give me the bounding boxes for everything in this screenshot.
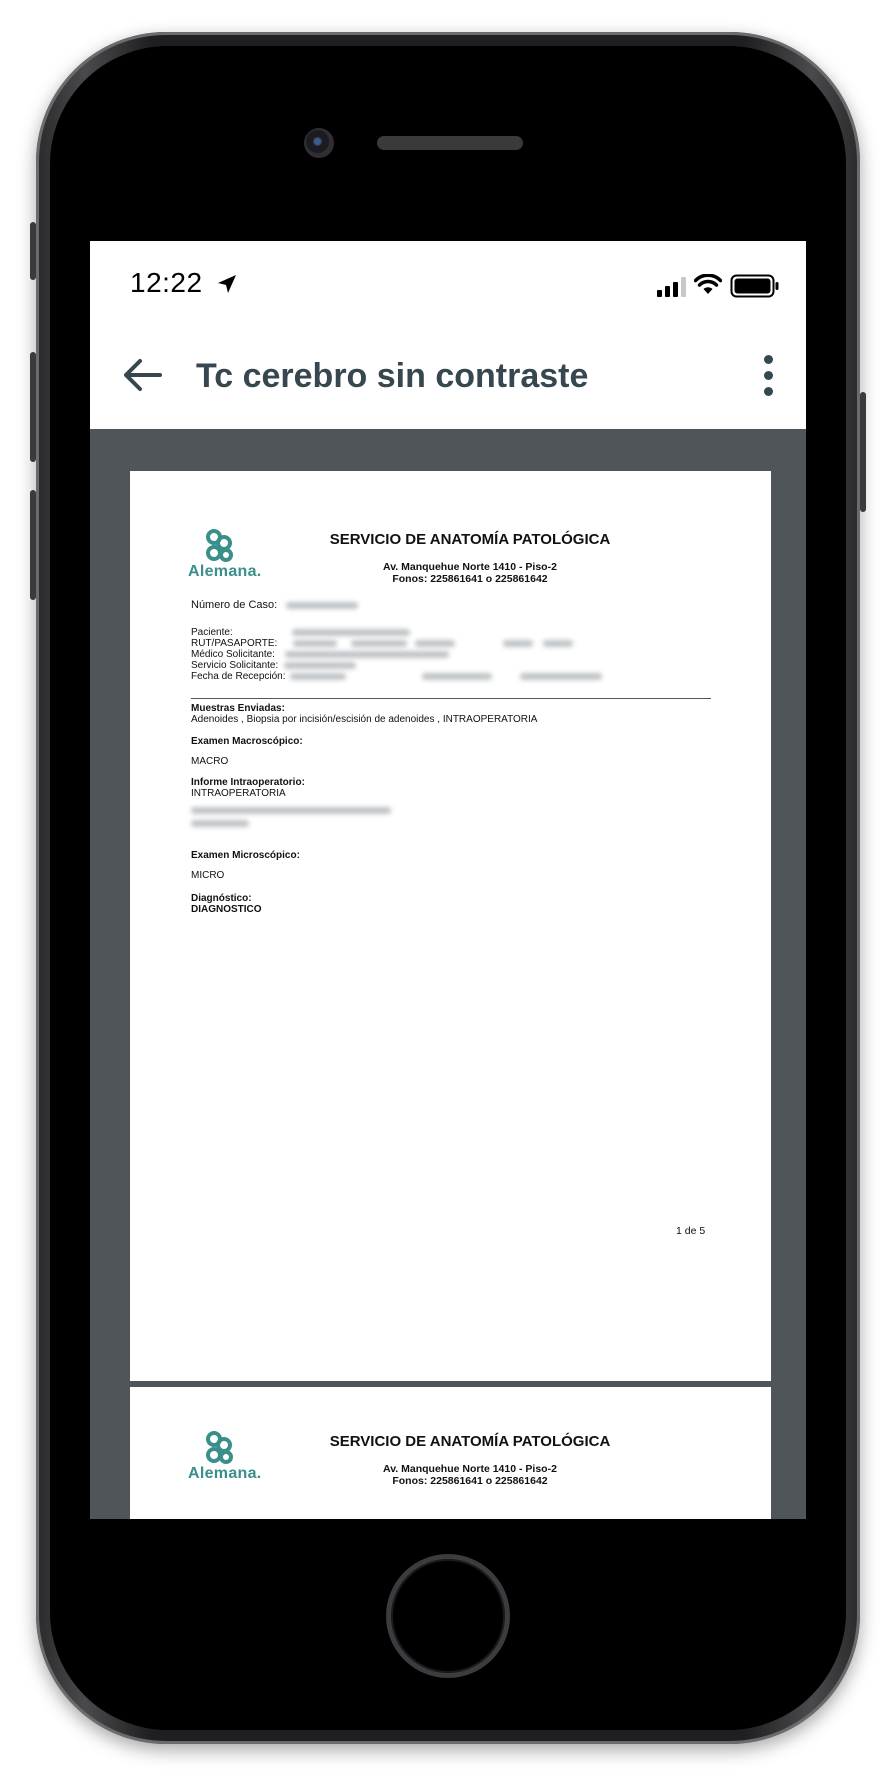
intraop-text: INTRAOPERATORIA [191,788,286,799]
pdf-viewer[interactable] [90,429,806,1519]
mute-switch [30,222,36,280]
logo-text: Alemana. [188,1465,262,1482]
macro-text: MACRO [191,756,229,767]
diagnosis-heading: Diagnóstico: [191,893,252,904]
logo-knot-mark [202,1429,238,1465]
diagnosis-section [191,893,262,915]
samples-heading: Muestras Enviadas: [191,703,285,714]
wifi-icon [694,274,722,296]
field-doctor: Médico Solicitante: [191,649,602,660]
diagnosis-text: DIAGNOSTICO [191,904,262,915]
field-service: Servicio Solicitante: [191,660,602,671]
power-button [860,392,866,512]
home-button[interactable] [386,1554,510,1678]
volume-down-button [30,490,36,600]
macro-heading: Examen Macroscópico: [191,736,303,747]
status-bar [90,241,806,321]
phones-line: Fonos: 225861641 o 225861642 [392,573,548,585]
more-options-button[interactable] [748,349,788,401]
phones-line: Fonos: 225861641 o 225861642 [392,1475,548,1487]
micro-heading: Examen Microscópico: [191,850,300,861]
battery-icon [730,274,780,298]
address-line: Av. Manquehue Norte 1410 - Piso-2 [383,561,557,573]
field-rut: RUT/PASAPORTE: [191,638,602,649]
field-reception-date: Fecha de Recepción: [191,671,602,682]
screen [90,241,806,1519]
volume-up-button [30,352,36,462]
page-indicator: 1 de 5 [676,1225,706,1237]
document-header-title: SERVICIO DE ANATOMÍA PATOLÓGICA [329,531,611,548]
samples-text: Adenoides , Biopsia por incisión/escisión de adenoides , INTRAOPERATORIA [191,714,538,725]
field-patient: Paciente: [191,627,602,638]
page-title: Tc cerebro sin contraste [196,357,589,395]
pdf-page-1 [130,471,771,1381]
signal-icon [657,277,687,297]
patient-fields [191,627,602,682]
samples-section [191,703,537,725]
document-header-address [270,561,670,585]
address-line: Av. Manquehue Norte 1410 - Piso-2 [383,1463,557,1475]
intraop-section [191,777,391,829]
logo-text: Alemana. [188,563,262,580]
location-arrow-icon [216,273,238,295]
front-camera [304,128,334,158]
case-number-row [191,600,358,611]
micro-text: MICRO [191,870,225,881]
macro-section [191,736,303,767]
logo-knot-mark [202,527,238,563]
earpiece-speaker [377,136,523,150]
case-number-label: Número de Caso: [191,599,278,611]
pdf-page-2 [130,1387,771,1519]
arrow-back-icon [118,351,166,399]
back-button[interactable] [118,351,166,399]
document-header-address [270,1463,670,1487]
intraop-redacted [191,805,391,816]
intraop-heading: Informe Intraoperatorio: [191,777,305,788]
app-bar [90,321,806,429]
case-number-redacted [286,602,358,609]
status-time: 12:22 [130,267,203,298]
section-divider [191,698,711,699]
micro-section [191,850,300,881]
document-header-title: SERVICIO DE ANATOMÍA PATOLÓGICA [329,1433,611,1450]
